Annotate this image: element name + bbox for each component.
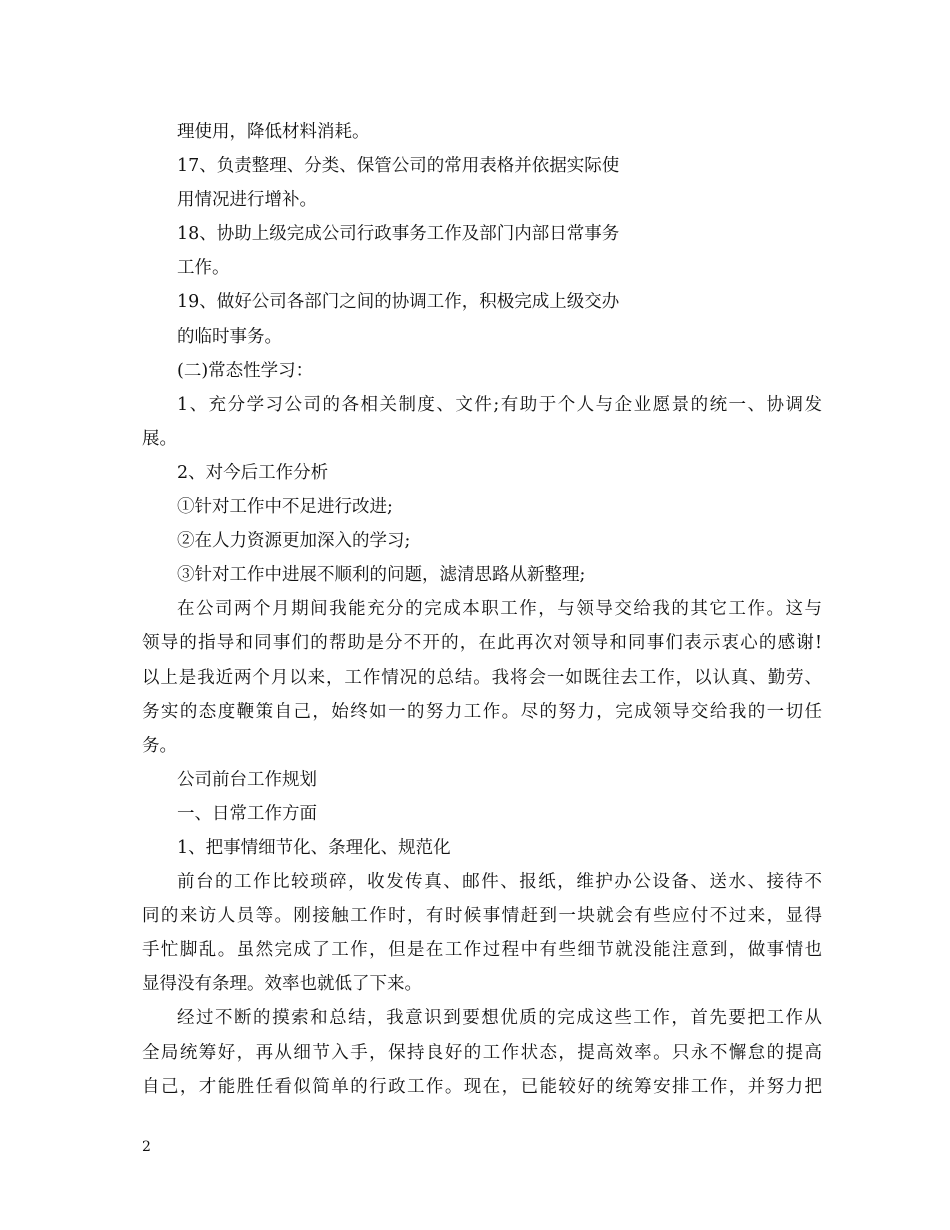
- document-body: [142, 115, 822, 1104]
- text-line: 工作。: [177, 258, 230, 279]
- text-line: 务。: [142, 735, 177, 756]
- text-line: 手忙脚乱。虽然完成了工作，但是在工作过程中有些细节就没能注意到，做事情也: [142, 940, 822, 961]
- text-line: 17、负责整理、分类、保管公司的常用表格并依据实际使: [177, 156, 620, 177]
- text-line: ②在人力资源更加深入的学习;: [177, 531, 411, 552]
- text-line: ③针对工作中进展不顺利的问题，滤清思路从新整理;: [177, 565, 586, 586]
- text-line: 领导的指导和同事们的帮助是分不开的，在此再次对领导和同事们表示衷心的感谢!: [142, 633, 822, 654]
- section-heading: (二)常态性学习：: [177, 360, 314, 381]
- text-line: 全局统筹好，再从细节入手，保持良好的工作状态，提高效率。只永不懈怠的提高: [142, 1042, 822, 1063]
- text-line: 理使用，降低材料消耗。: [177, 122, 370, 142]
- section-heading: 一、日常工作方面: [177, 803, 317, 824]
- page-number: 2: [142, 1139, 151, 1155]
- text-line: 的临时事务。: [177, 326, 282, 347]
- text-line: 1、充分学习公司的各相关制度、文件;有助于个人与企业愿景的统一、协调发: [177, 394, 822, 415]
- text-line: 用情况进行增补。: [177, 190, 317, 211]
- section-heading: 公司前台工作规划: [177, 769, 317, 790]
- section-heading: 1、把事情细节化、条理化、规范化: [177, 837, 451, 858]
- text-line: 19、做好公司各部门之间的协调工作，积极完成上级交办: [177, 292, 620, 313]
- text-line: 18、协助上级完成公司行政事务工作及部门内部日常事务: [177, 224, 620, 245]
- text-line: 经过不断的摸索和总结，我意识到要想优质的完成这些工作，首先要把工作从: [177, 1008, 822, 1029]
- text-line: 以上是我近两个月以来，工作情况的总结。我将会一如既往去工作，以认真、勤劳、: [142, 667, 822, 688]
- text-line: 在公司两个月期间我能充分的完成本职工作，与领导交给我的其它工作。这与: [177, 599, 822, 620]
- text-line: 务实的态度鞭策自己，始终如一的努力工作。尽的努力，完成领导交给我的一切任: [142, 701, 822, 722]
- text-line: 显得没有条理。效率也就低了下来。: [142, 974, 422, 995]
- text-line: 展。: [142, 428, 177, 449]
- text-line: 同的来访人员等。刚接触工作时，有时候事情赶到一块就会有些应付不过来，显得: [142, 906, 822, 927]
- text-line: ①针对工作中不足进行改进;: [177, 497, 393, 518]
- text-line: 2、对今后工作分析: [177, 462, 329, 483]
- text-line: 自己，才能胜任看似简单的行政工作。现在，已能较好的统筹安排工作，并努力把: [142, 1076, 822, 1097]
- text-line: 前台的工作比较琐碎，收发传真、邮件、报纸，维护办公设备、送水、接待不: [177, 872, 822, 893]
